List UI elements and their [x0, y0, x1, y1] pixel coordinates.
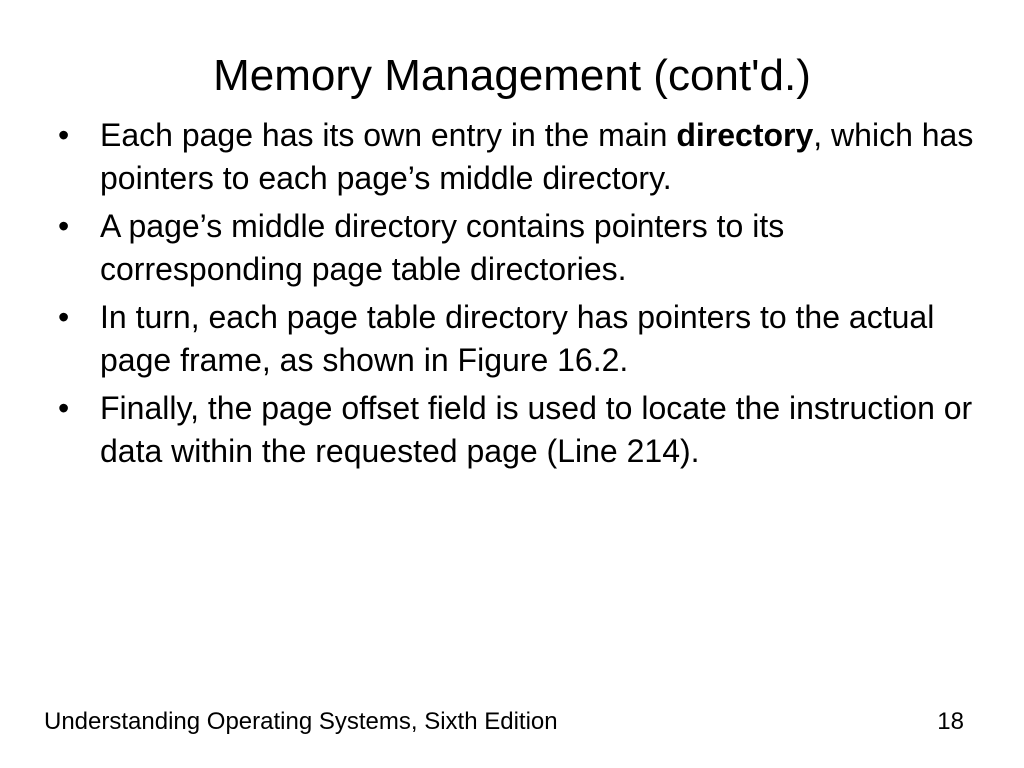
bullet-text-3: In turn, each page table directory has pointers to the actual page frame, as shown in Figure 16.2. [100, 299, 935, 378]
bullet-marker-icon: • [58, 299, 70, 335]
bullet-list [56, 114, 976, 478]
bullet-text-1-part-2: , which has pointers to each page’s middle directory. [100, 117, 974, 196]
bullet-item-4 [56, 387, 976, 473]
bullet-text-1-bold: directory [676, 117, 814, 153]
footer-page-number: 18 [937, 708, 964, 735]
bullet-item-1 [56, 114, 976, 200]
bullet-text-4: Finally, the page offset field is used to locate the instruction or data within the requested page (Line 214). [100, 390, 973, 469]
bullet-item-2 [56, 205, 976, 291]
footer-book-title: Understanding Operating Systems, Sixth Edition [44, 708, 558, 735]
bullet-marker-icon: • [58, 208, 70, 244]
bullet-marker-icon: • [58, 390, 70, 426]
bullet-marker-icon: • [58, 117, 70, 153]
slide-title: Memory Management (cont'd.) [213, 51, 811, 100]
bullet-text-1-part-1: Each page has its own entry in the main [100, 117, 677, 153]
bullet-text-2: A page’s middle directory contains pointers to its corresponding page table directories. [100, 208, 785, 287]
bullet-item-3 [56, 296, 976, 382]
